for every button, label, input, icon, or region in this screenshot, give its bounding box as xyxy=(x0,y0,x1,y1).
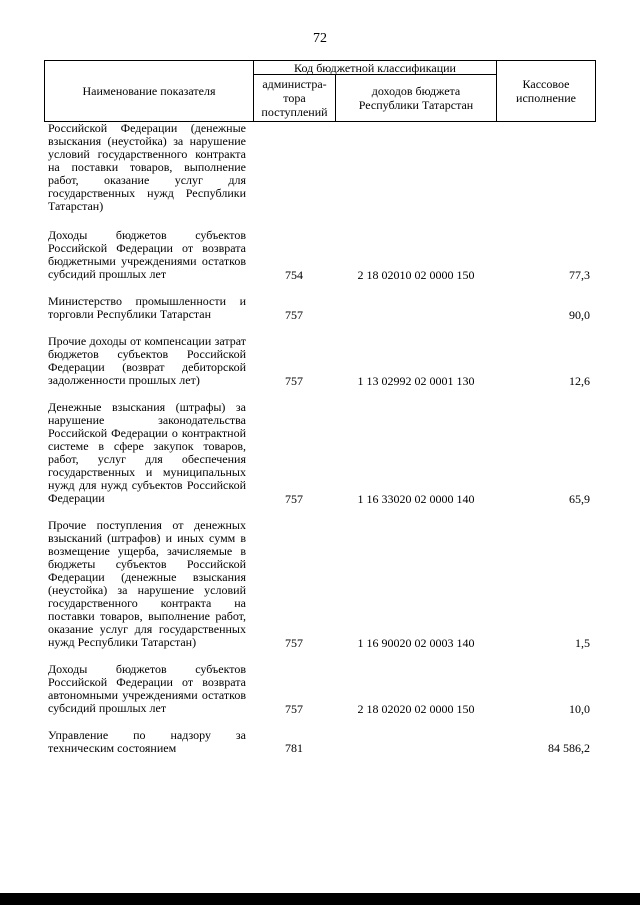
table-body xyxy=(44,122,596,769)
row-amount: 77,3 xyxy=(569,268,590,282)
header-name-col: Наименование показателя xyxy=(82,84,216,98)
table-row xyxy=(44,663,596,715)
row-admin-code: 757 xyxy=(285,636,303,650)
row-admin-code: 781 xyxy=(285,741,303,755)
table-row xyxy=(44,229,596,281)
row-admin-code: 757 xyxy=(285,702,303,716)
header-budget-code-group: Код бюджетной классификации xyxy=(294,61,456,75)
row-name: Денежные взыскания (штрафы) за нарушение законодательства Российской Федерации о контрактной системе в сфере закупок товаров, работ, услуг для обеспечения государственных и муниципальных нужд для нужд субъектов Российской Федерации xyxy=(48,400,246,505)
table-row xyxy=(44,519,596,649)
row-budget-code: 1 16 33020 02 0000 140 xyxy=(357,492,475,506)
row-name: Доходы бюджетов субъектов Российской Федерации от возврата бюджетными учреждениями остатков субсидий прошлых лет xyxy=(48,228,246,281)
row-budget-code: 2 18 02020 02 0000 150 xyxy=(357,702,475,716)
header-cash-col: Кассовое исполнение xyxy=(516,77,576,105)
row-name: Управление по надзору за техническим состоянием xyxy=(48,728,246,755)
row-amount: 90,0 xyxy=(569,308,590,322)
row-amount: 12,6 xyxy=(569,374,590,388)
page-number: 72 xyxy=(313,31,327,46)
table-row xyxy=(44,729,596,755)
row-budget-code: 2 18 02010 02 0000 150 xyxy=(357,268,475,282)
row-admin-code: 757 xyxy=(285,308,303,322)
header-right-border xyxy=(595,60,596,122)
row-amount: 10,0 xyxy=(569,702,590,716)
row-amount: 65,9 xyxy=(569,492,590,506)
row-amount: 1,5 xyxy=(575,636,590,650)
table-row xyxy=(44,122,596,213)
row-name: Российской Федерации (денежные взыскания (неустойка) за нарушение условий государственного контракта на поставки товаров, выполнение работ, оказание услуг для государственных нужд Республики Татарстан) xyxy=(48,121,246,213)
row-name: Министерство промышленности и торговли Республики Татарстан xyxy=(48,294,246,321)
row-name: Доходы бюджетов субъектов Российской Федерации от возврата автономными учреждениями остатков субсидий прошлых лет xyxy=(48,662,246,715)
row-name: Прочие доходы от компенсации затрат бюджетов субъектов Российской Федерации (возврат дебиторской задолженности прошлых лет) xyxy=(48,334,246,387)
table-row xyxy=(44,401,596,505)
row-admin-code: 757 xyxy=(285,374,303,388)
table-row xyxy=(44,295,596,321)
row-amount: 84 586,2 xyxy=(548,741,590,755)
row-admin-code: 754 xyxy=(285,268,303,282)
scan-bottom-edge xyxy=(0,893,640,905)
header-income-col: доходов бюджета Республики Татарстан xyxy=(358,84,474,112)
table-header xyxy=(44,60,596,122)
row-budget-code: 1 13 02992 02 0001 130 xyxy=(357,374,475,388)
table-row xyxy=(44,335,596,387)
header-admin-col: администра- тора поступлений xyxy=(261,77,328,119)
row-budget-code: 1 16 90020 02 0003 140 xyxy=(357,636,475,650)
row-admin-code: 757 xyxy=(285,492,303,506)
row-name: Прочие поступления от денежных взысканий (штрафов) и иных сумм в возмещение ущерба, зачисляемые в бюджеты субъектов Российской Федерации (денежные взыскания (неустойка) за нарушение условий государственного контракта на поставки товаров, выполнение работ, оказание услуг для государственных нужд Республики Татарстан) xyxy=(48,518,246,649)
